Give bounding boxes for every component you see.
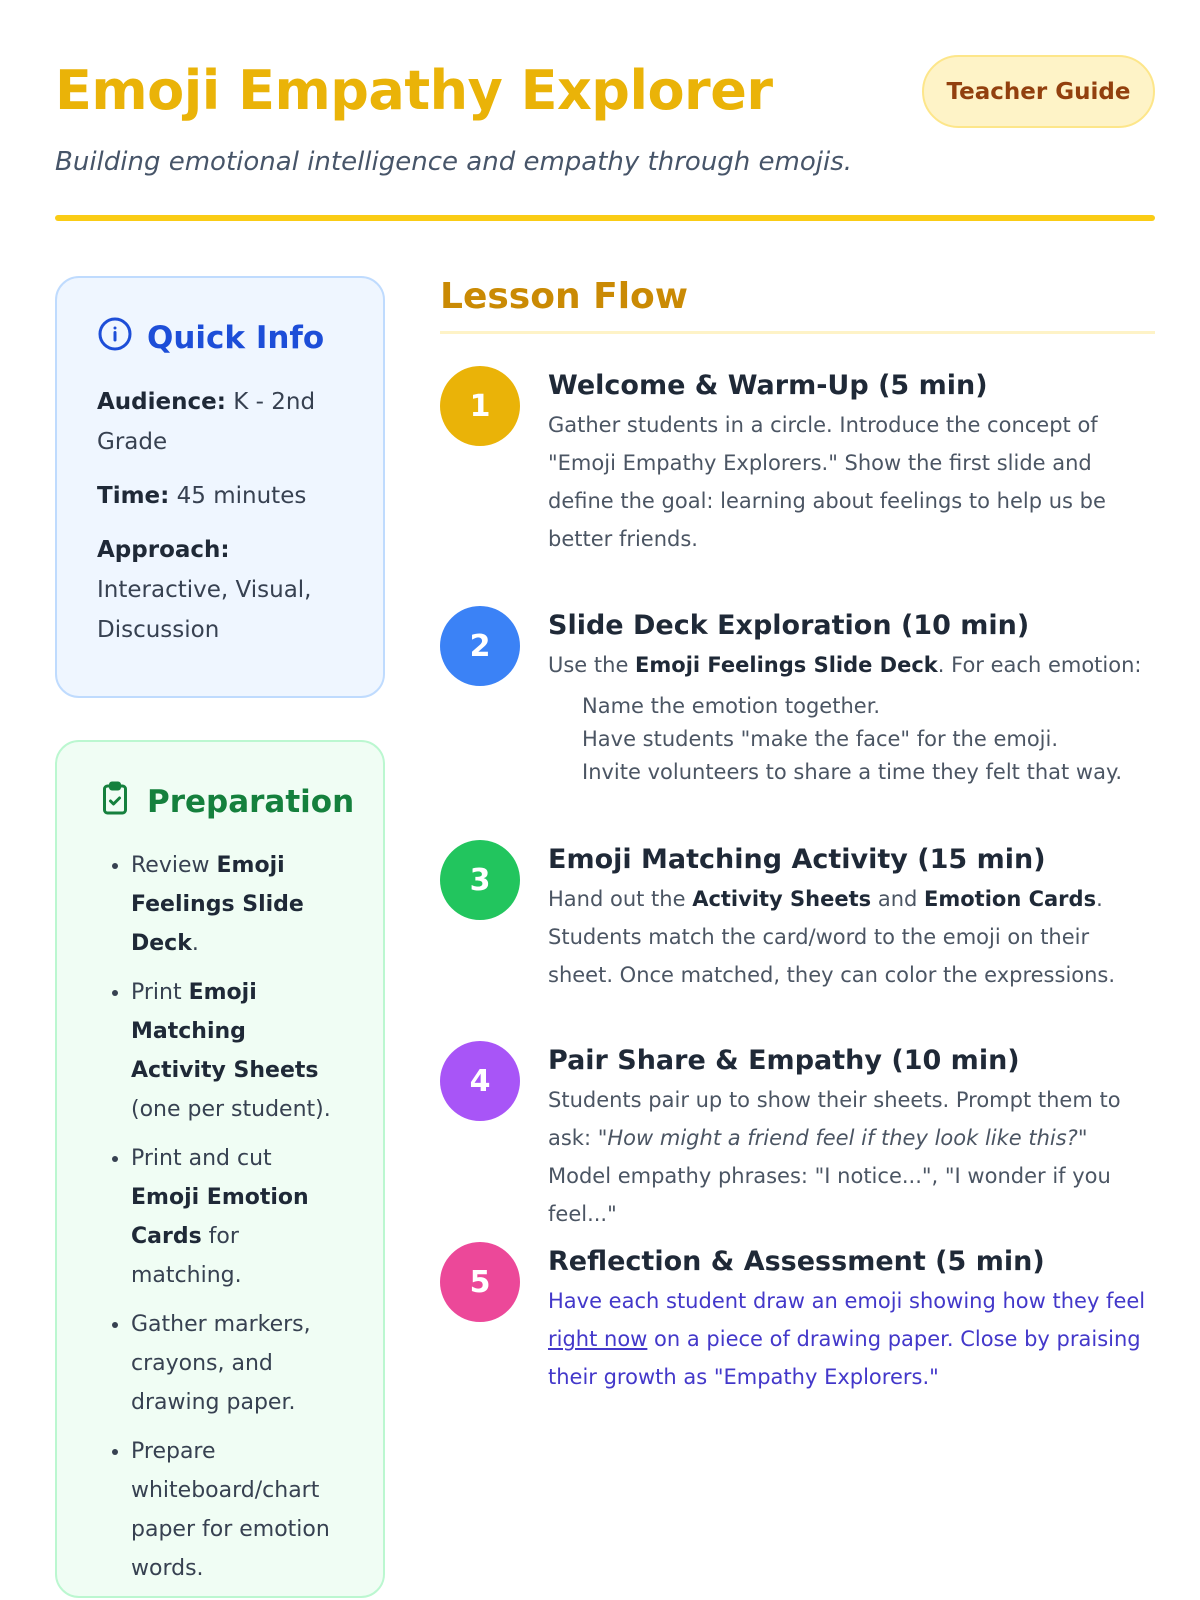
list-item: Have students "make the face" for the emoji. <box>582 727 1059 751</box>
step-number-badge: 1 <box>440 366 520 446</box>
teacher-guide-badge[interactable]: Teacher Guide <box>922 55 1155 128</box>
lesson-step-2 <box>440 606 1155 789</box>
preparation-card <box>55 740 385 1598</box>
header-divider <box>55 215 1155 221</box>
lesson-flow-heading: Lesson Flow <box>440 276 1155 334</box>
step-number-badge: 3 <box>440 840 520 920</box>
quick-info-title: Quick Info <box>147 320 325 356</box>
list-item: • Review Emoji Feelings Slide Deck. <box>131 846 343 963</box>
lesson-step-3 <box>440 840 1155 994</box>
step-number-badge: 4 <box>440 1041 520 1121</box>
lesson-step-1 <box>440 366 1155 558</box>
info-time: Time: 45 minutes <box>97 483 307 509</box>
clipboard-check-icon <box>97 780 133 824</box>
step-title: Pair Share & Empathy (10 min) <box>548 1045 1020 1076</box>
info-icon <box>97 316 133 360</box>
list-item: Name the emotion together. <box>582 694 881 718</box>
page-subtitle: Building emotional intelligence and empathy through emojis. <box>55 147 853 177</box>
step-description: Have each student draw an emoji showing how they feel right now on a piece of drawing paper. Close by praising their growth as "Empathy Explorers." <box>548 1289 1146 1389</box>
step-title: Reflection & Assessment (5 min) <box>548 1246 1045 1277</box>
lesson-flow <box>440 276 1155 334</box>
step-description: Use the Emoji Feelings Slide Deck. For each emotion: <box>548 653 1142 677</box>
step-description: Gather students in a circle. Introduce the concept of "Emoji Empathy Explorers." Show the first slide and define the goal: learning about feelings to help us be better friends. <box>548 413 1106 551</box>
step-description: Hand out the Activity Sheets and Emotion Cards. Students match the card/word to the emoji on their sheet. Once matched, they can color the expressions. <box>548 887 1116 987</box>
page-title: Emoji Empathy Explorer <box>55 59 773 122</box>
step-description: Students pair up to show their sheets. Prompt them to ask: "How might a friend feel if they look like this?" Model empathy phrases: "I notice...", "I wonder if you feel..." <box>548 1088 1121 1226</box>
step-title: Welcome & Warm-Up (5 min) <box>548 370 988 401</box>
preparation-heading <box>97 780 355 824</box>
step-title: Slide Deck Exploration (10 min) <box>548 610 1030 641</box>
lesson-step-5 <box>440 1242 1155 1396</box>
quick-info-heading <box>97 316 343 360</box>
header <box>55 55 1155 177</box>
step-number-badge: 5 <box>440 1242 520 1322</box>
step-number-badge: 2 <box>440 606 520 686</box>
right-now-link[interactable]: right now <box>548 1327 648 1351</box>
list-item: • Print and cut Emoji Emotion Cards for matching. <box>131 1139 343 1295</box>
lesson-step-4 <box>440 1041 1155 1233</box>
info-audience: Audience: K - 2nd Grade <box>97 389 316 455</box>
preparation-title: Preparation <box>147 784 355 820</box>
step-sublist <box>548 690 1155 789</box>
list-item: • Gather markers, crayons, and drawing paper. <box>131 1305 343 1422</box>
step-title: Emoji Matching Activity (15 min) <box>548 844 1046 875</box>
list-item: • Prepare whiteboard/chart paper for emotion words. <box>131 1432 343 1588</box>
preparation-list <box>97 846 343 1588</box>
info-approach: Approach: Interactive, Visual, Discussion <box>97 537 312 643</box>
list-item: • Print Emoji Matching Activity Sheets (one per student). <box>131 973 343 1129</box>
quick-info-card <box>55 276 385 698</box>
list-item: Invite volunteers to share a time they felt that way. <box>582 760 1123 784</box>
